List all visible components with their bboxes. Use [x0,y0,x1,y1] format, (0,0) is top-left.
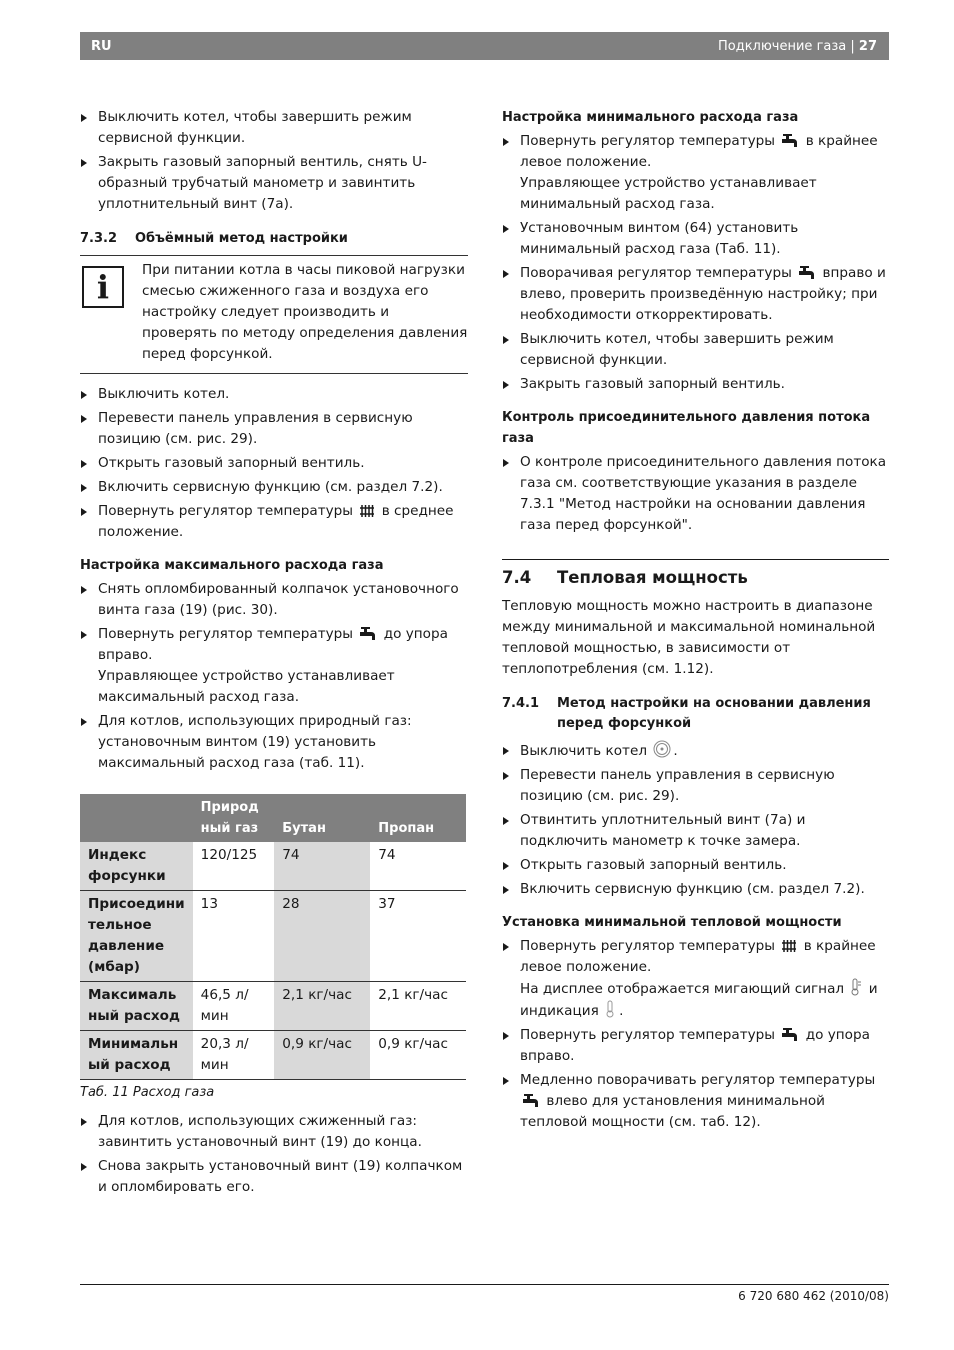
min-heat-output-heading: Установка минимальной тепловой мощности [502,915,842,930]
section-7-4-heading [502,559,889,590]
info-icon: i [82,266,124,308]
list-item: Открыть газовый запорный вентиль. [80,453,468,474]
list-item: Включить сервисную функцию (см. раздел 7.2). [502,879,889,900]
item-text: Повернуть регулятор температуры [98,626,354,642]
list-item: Снять опломбированный колпачок установочного винта газа (19) (рис. 30). [80,579,468,621]
item-text: влево для установления минимальной тепловой мощности (см. таб. 12). [520,1093,826,1130]
item-text: Медленно поворачивать регулятор температуры [520,1072,876,1088]
list-item: Выключить котел, чтобы завершить режим сервисной функции. [502,329,889,371]
tap-icon [522,1094,540,1108]
item-result-text: Управляющее устройство устанавливает минимальный расход газа. [520,175,817,212]
item-text: в среднее положение. [98,503,454,540]
power-icon [653,740,671,758]
nozzle-method-list [502,740,889,900]
intro-bullet-list [80,107,468,215]
item-result-text: На дисплее отображается мигающий сигнал [520,981,845,997]
list-item [80,501,468,543]
item-text: вправо и влево, проверить произведённую настройку; при необходимости откорректировать. [520,265,886,323]
table-cell: 74 [370,842,466,891]
table-cell: 2,1 кг/час [274,982,370,1031]
min-gas-flow-heading: Настройка минимального расхода газа [502,110,799,125]
item-text: Поворачивая регулятор температуры [520,265,792,281]
pressure-control-list [502,452,889,536]
thermometer-icon [605,1000,617,1018]
table-header-cell [80,794,193,842]
list-item [502,1025,889,1067]
right-column [502,107,889,1136]
item-text: Выключить котел [520,743,648,759]
footer-divider [80,1284,889,1285]
chapter-name: Подключение газа [717,39,847,54]
pressure-control-heading: Контроль присоединительного давления потока газа [502,410,871,446]
section-7-3-2-heading [80,229,468,249]
list-item: Перевести панель управления в сервисную позицию (см. рис. 29). [502,765,889,807]
table-cell: 46,5 л/мин [193,982,275,1031]
table-row-header: Максималь ный расход [80,982,193,1031]
list-item: Выключить котел. [80,384,468,405]
list-item: Закрыть газовый запорный вентиль. [502,374,889,395]
table-caption: Таб. 11 Расход газа [80,1085,215,1100]
list-item: Отвинтить уплотнительный винт (7a) и подключить манометр к точке замера. [502,810,889,852]
max-gas-flow-heading: Настройка максимального расхода газа [80,558,384,573]
tap-icon [781,134,799,148]
table-header-cell: Пропан [370,794,466,842]
list-item: Перевести панель управления в сервисную позицию (см. рис. 29). [80,408,468,450]
table-header-cell: Природ ный газ [193,794,275,842]
table-row [80,982,466,1031]
table-cell: 0,9 кг/час [274,1031,370,1080]
table-cell: 37 [370,891,466,982]
thermometer-icon [850,978,862,996]
item-result-text: и индикация [520,981,878,1019]
item-text: до упора вправо. [98,626,448,663]
list-item: Для котлов, использующих природный газ: установочным винтом (19) установить максимальный расход газа (таб. 11). [80,711,468,774]
left-column [80,107,468,1201]
list-item [502,1070,889,1133]
item-text: в крайнее левое положение. [520,938,876,975]
item-text: в крайнее левое положение. [520,133,878,170]
table-row-header: Индекс форсунки [80,842,193,891]
list-item: Выключить котел, чтобы завершить режим сервисной функции. [80,107,468,149]
tap-icon [359,627,377,641]
table-cell: 20,3 л/мин [193,1031,275,1080]
table-cell: 74 [274,842,370,891]
document-number: 6 720 680 462 (2010/08) [738,1289,889,1303]
info-note [80,255,468,374]
min-heat-output-list [502,936,889,1133]
tap-icon [798,266,816,280]
item-text: Повернуть регулятор температуры [98,503,354,519]
table-row-header: Присоедини тельное давление (мбар) [80,891,193,982]
item-text: до упора вправо. [520,1027,870,1064]
steps-list [80,384,468,543]
language-code: RU [91,39,112,54]
chapter-title [718,36,877,57]
table-row [80,891,466,982]
list-item: Снова закрыть установочный винт (19) колпачком и опломбировать его. [80,1156,468,1198]
item-text: Повернуть регулятор температуры [520,1027,776,1043]
list-item [502,740,889,762]
after-table-list [80,1111,468,1198]
item-text: Повернуть регулятор температуры [520,938,776,954]
radiator-icon [781,939,797,953]
min-flow-list [502,131,889,395]
table-cell: 0,9 кг/час [370,1031,466,1080]
gas-flow-table [80,794,466,1080]
table-cell: 13 [193,891,275,982]
section-number: 7.4.1 [502,696,540,711]
radiator-icon [359,504,375,518]
list-item [502,263,889,326]
item-text: Повернуть регулятор температуры [520,133,776,149]
table-cell: 2,1 кг/час [370,982,466,1031]
list-item: Включить сервисную функцию (см. раздел 7.2). [80,477,468,498]
list-item: Установочным винтом (64) установить минимальный расход газа (Таб. 11). [502,218,889,260]
section-title: Тепловая мощность [557,568,748,587]
header-separator: | [846,39,859,54]
section-7-4-1-heading [502,694,889,734]
page-number: 27 [858,39,877,54]
section-number: 7.4 [502,568,532,587]
list-item: Для котлов, использующих сжиженный газ: завинтить установочный винт (19) до конца. [80,1111,468,1153]
table-header-row [80,794,466,842]
list-item [80,624,468,708]
section-paragraph: Тепловую мощность можно настроить в диапазоне между минимальной и максимальной номинальной тепловой мощностью, в зависимости от теплопотребления (см. 1.12). [502,598,876,677]
table-cell: 28 [274,891,370,982]
list-item [502,131,889,215]
section-title: Объёмный метод настройки [135,231,348,246]
item-result-text: Управляющее устройство устанавливает максимальный расход газа. [98,668,395,705]
list-item: Открыть газовый запорный вентиль. [502,855,889,876]
note-text: При питании котла в часы пиковой нагрузки смесью сжиженного газа и воздуха его настройку следует производить и проверять по методу определения давления перед форсункой. [142,262,468,362]
table-row [80,1031,466,1080]
table-header-cell: Бутан [274,794,370,842]
item-text: . [673,743,678,759]
table-cell: 120/125 [193,842,275,891]
item-result-text: . [619,1003,624,1019]
table-row [80,842,466,891]
list-item: О контроле присоединительного давления потока газа см. соответствующие указания в разделе 7.3.1 "Метод настройки на основании давления газа перед форсункой". [502,452,889,536]
tap-icon [781,1028,799,1042]
max-flow-list [80,579,468,774]
table-row-header: Минимальн ый расход [80,1031,193,1080]
section-title: Метод настройки на основании давления перед форсункой [557,696,871,731]
list-item: Закрыть газовый запорный вентиль, снять U-образный трубчатый манометр и завинтить уплотнительный винт (7a). [80,152,468,215]
header-bar [80,32,889,60]
list-item [502,936,889,1022]
section-number: 7.3.2 [80,231,118,246]
